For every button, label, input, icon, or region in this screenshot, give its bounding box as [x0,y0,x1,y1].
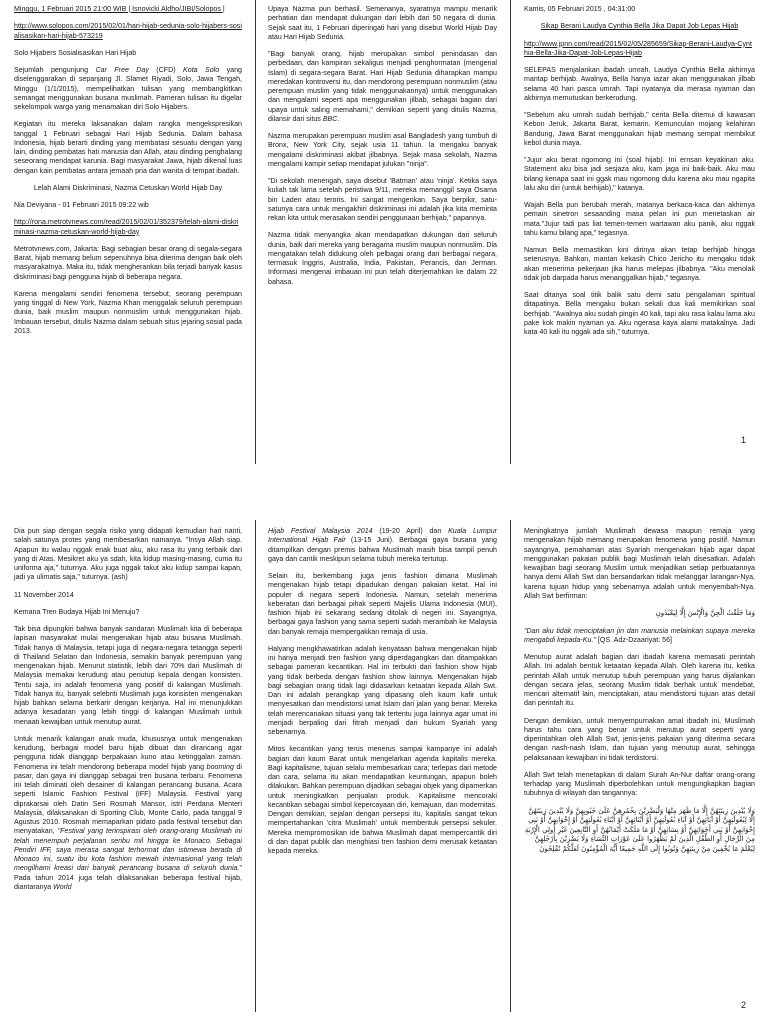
text-italic: Hijab Festival Malaysia 2014 [268,527,373,535]
paragraph: Halyang mengkhawatirkan adalah kenyataan bahwa mengenakan hijab ini hanya menjadi tren fashion yang diperdagangkan dan ditampakkan sebagai pameran kecantikan. Hal ini terbukti dari fashion show hijab yang tidak berbeda dengan fashion show lainnya. Mengenakan hijab bagi sebagian orang tidak lagi didasarkan ketaatan kepada Allah Swt. Dan ini adalah perangkap yang dipasang oleh kaum kafir untuk menyesatkan dan mendistorsi umat Islam dari jalan yang benar. Mereka telah merencanakan situasi yang tak tertentu juga lainnya agar umat ini menjadi berpaling dari fitrah menjadi dari hukum Syariah yang sebenarnya. [268,644,497,736]
quote [524,627,755,646]
text: di pasar, dan gaya ini dianggap sebagai tren busana terbaru. Fenomena ini telah diminati oleh desainer di kalangan perancang busana. Acara seperti Islamic Fashion Festival (IFF) Malaysia. Festival yang diprakarsai oleh Datin Seri Rosmah Mansor, istri Perdana Menteri Malaysia, dilaksanakan di Sporting Club, Monte Carlo, pada tanggal 9 Agustus 2010. Rosmah memaparkan pidato pada festival tersebut dan menyatakan, [14,762,243,836]
paragraph: Saat ditanya soal titik balik satu demi satu pengalaman spiritual ditapatinya. Bella mengaku bukan sekali dua kali memikirkan soal berhijab. "Awalnya aku sudah pingin 40 kali, tapi aku rasa kalau lama aku pake kok makin nyaman ya. Aku ngerasa kaya alami matakalnya. Jadi kata 40 kali itu nggak ada sih," tuturnya. [524,291,755,336]
article-meta: Kamis, 05 Februari 2015 , 04:31:00 [524,5,636,13]
article-url[interactable] [14,218,242,237]
article-title: Lelah Alami Diskriminasi, Nazma Cetuskan World Hijab Day [33,183,223,192]
article-meta [14,5,242,14]
author-link[interactable]: Minggu, 1 Februari 2015 21:00 WIB | Isnovicki Aldho/JIBI/Solopos | [14,5,225,13]
quote-reference: [QS. Adz-Dzaariyat: 56] [595,635,673,644]
article-title: Sikap Berani Laudya Cynthia Bella Jika Dapat Job Lepas Hijab [540,22,739,31]
text-italic: BBC [322,114,338,123]
paragraph [268,527,497,564]
paragraph: Metrotvnews.com, Jakarta: Bagi sebagian besar orang di segala-segara Barat, hijab memang belum sepenuhnya bisa diterima dengan baik oleh masyarakatnya. Maka itu, tidak mengherankan bila terjadi banyak kasus diskriminasi bagi pengguna hijab di beberapa negara. [14,244,242,281]
paragraph: Tak bisa dipungkiri bahwa banyak sandaran Muslimah kita di beberapa lapisan masyarakat mulai mengenakan hijab atau busana Muslimah. Tidak hanya di Malaysia, tetapi juga di negara-negara tetangga seperti di Thailand Selatan dan Indonesia, semakin banyak perempuan yang mengenakan hijab. Menurut statistik, lebih dari 70% dari Muslimah di Malaysia memakai kerudung atau penutup kepala dengan konsisten. Tentu saja, ini adalah fenomena yang positif di kalangan Muslimah. Tidak hanya itu, banyak selebriti Muslimah juga konsisten mengenakan hijab bahkan selama berkarir dengan kerjanya. Hal ini menunjukkan adanya kesadaran yang lebih tinggi di kalangan Muslimah untuk menaati kewajiban untuk menutup aurat. [14,625,242,726]
paragraph: Karena mengalami sendiri fenomena tersebut, seorang perempuan yang tinggal di New York, Nazma Khan menggalak seluruh perempuan dunia, baik muslim maupun nonmuslim untuk menggunakan hijab. Imbauan tersebut, ditulis Nazma dalam sebuah situs jejaring sosial pada 2013. [14,289,242,335]
paragraph: Nazma merupakan perempuan muslim asal Bangladesh yang tumbuh di Bronx, New York City, sejak usia 11 tahun. Ia mengaku banyak mengalami diskriminasi akibat jilbabnya. Sejak masa sekolah, Nazma mengalami kampir setiap mendapat julukan "ninja". [268,132,497,168]
column-divider [255,0,256,464]
article-url[interactable] [524,40,755,59]
text: Untuk menarik kalangan anak muda, khususnya untuk mengenakan kerudung, berbagai model baru hijab dibuat dan dirancang agar pengguna tidak dianggap berpakaian kuno atau ketinggalan zaman. Fenomena ini telah mendorong beberapa model hijab yang [14,734,242,771]
page-number: 2 [740,1000,746,1010]
paragraph: Selain itu, berkembang juga jenis fashion dimana Muslimah mengenakan hijab tetapi dipadukan dengan pakaian ketat. Hal ini populer di negara seperti Indonesia. Namun, setelah menerima keberatan dari berbagai pihak seperti Majelis Ulama Indonesia (MUI), fashion hijab ini sekarang sedang ditolak di negeri ini. Sayangnya, berbagai gaya fashion yang sama seperti sudah merambah ke Malaysia dan banyak remaja mempergakkan remaja di usia. [268,572,497,636]
text: . [337,114,340,123]
url-link[interactable]: http://rona.metrotvnews.com/read/2015/02/01/352379/telah-alami-diskriminasi-nazma-cetuskan-world-hijab-day [14,218,239,236]
column-divider [510,0,511,464]
paragraph: Dia pun siap dengan segala risiko yang didapati kemudian hari nanti, salah satunya protes yang membesarkan namanya. "Insya Allah siap. Apapun itu walau nggak enak buat aku, aku rasa itu yang terbaik dari yang di Atas. Mesikret aku ya sdah, kita kidup masing-masing, cuma itu uniforma aja," tuturnya. Aku juga nggak takut aku kidup sampai kapan, jadi ya ulimatis saja," tuturnya. (ash) [14,527,242,582]
paragraph: "Jujur aku berat ngomong ini (soal hijab). Ini ernsan keyakinan aku. Statement aku bisa jadi sesjaza aku, kam jaga ini baik-baik. Aku mau bilang kenapa saat ini ggak mau ngomong dulu karena aku mau ngapita lalu aku diri (untuk berhijab)," katanya. [524,156,755,192]
page2-column-3 [518,522,761,1018]
paragraph: Dengan demikian, untuk menyempurnakan amal ibadah ini, Muslimah harus tahu cara yang benar untuk menutup aurat seperti yang diperintahkan oleh Allah Swt, jenis-jenis pakaian yang diterima secara dengan nash-nash Islam, dan tujuan yang menutup aurat, sehingga pelaksanaan kewajiban ini tidak terdistorsi. [524,716,755,762]
article-title: Solo Hijabers Sosialisasikan Hari Hijab [14,48,137,57]
page1-column-2 [262,0,503,478]
text: (19-20 April) dan [372,527,449,535]
page2-column-2 [262,522,503,1018]
url-link[interactable]: http://www.solopos.com/2015/02/01/hari-hijab-sedunia-solo-hijabers-sosialisasikan-hari-hijab-573219 [14,22,242,40]
page-number: 1 [740,435,746,445]
article-title: Kemana Tren Budaya Hijab Ini Menuju? [14,607,140,616]
paragraph: Menutup aurat adalah bagian dari ibadah karena memasati perintah Allah. Ini adalah bentuk ketaatan kepada Allah. Oleh karena itu, ketika perintah Allah untuk menutup tubuh perempuan yang harus dijalankan dengan secara jelas, seorang Muslim tidak berhak untuk mendebat, mencari alternatif lain, menciptakan, atau mendistorsi tujuan atas detail dari perintah itu. [524,653,755,708]
paragraph [14,66,242,112]
arabic-verse: وَلَا يُبْدِينَ زِينَتَهُنَّ إِلَّا مَا ظَهَرَ مِنْهَا وَلْيَضْرِبْنَ بِخُمُرِهِنَّ عَلَىٰ جُيُوبِهِنَّ وَلَا يُبْدِينَ زِينَتَهُنَّ إِلَّا لِبُعُولَتِهِنَّ أَوْ آبَائِهِنَّ أَوْ آبَاءِ بُعُولَتِهِنَّ أَوْ أَبْنَائِهِنَّ أَوْ أَبْنَاءِ بُعُولَتِهِنَّ أَوْ إِخْوَانِهِنَّ أَوْ بَنِي إِخْوَانِهِنَّ أَوْ بَنِي أَخَوَاتِهِنَّ أَوْ نِسَائِهِنَّ أَوْ مَا مَلَكَتْ أَيْمَانُهُنَّ أَوِ التَّابِعِينَ غَيْرِ أُولِي الْإِرْبَةِ مِنَ الرِّجَالِ أَوِ الطِّفْلِ الَّذِينَ لَمْ يَظْهَرُوا عَلَىٰ عَوْرَاتِ النِّسَاءِ وَلَا يَضْرِبْنَ بِأَرْجُلِهِنَّ لِيُعْلَمَ مَا يُخْفِينَ مِنْ زِينَتِهِنَّ وَتُوبُوا إِلَى اللَّهِ جَمِيعًا أَيُّهَ الْمُؤْمِنُونَ لَعَلَّكُمْ تُفْلِحُونَ [524,806,755,853]
text-italic: booming [206,762,234,771]
column-divider [510,520,511,1012]
text: " Pada tahun 2014 juga telah dilaksanakan beberapa festival hijab, diantaranya [14,864,242,891]
paragraph: Wajah Bella pun berubah merah, matanya berkaca-kaca dan akhirnya pemain sinetron sesaanding masa pelan ini pun menetaskan air mata."Jujur tadi pas liat temen-temen wartawan aku panik, aku nggak tahu kamu bilang apa," tegasnya. [524,201,755,237]
paragraph: Kegiatan itu mereka laksanakan dalam rangka mengekspresikan tanggal 1 Februari sebagai Hari Hijab Sedunia. Dalam bahasa Indonesia, hijab berarti dinding yang membatasi sesuatu dengan yang lain, dinding pembatas hati manusia dan Allah, atau dinding penghalang seseorang mendapat karunia. Bagi masyarakat Jawa, hijab dikenal luas dengan kain pembatas antara jemaah pria dan wanita di tempat ibadah. [14,120,242,175]
text: yang diselenggarakan di sepanjang Jl. Slamet Riyadi, Solo, Jawa Tengah, Minggu (1/1/2015), mempelihatkan tulisan yang membangkitkan semangat menggunakan busana muslimah. Pameran tulisan itu digelar sekelompok warga yang menamakan diri Solo Hijabers. [14,66,243,111]
text-italic: "Festival yang terinspirasi oleh orang-orang Muslimah ini telah menempuh perjalanan seribu mil hingga ke Monaco. Sebagai Pendiri IFF, saya merasa sangat terhormat dan istimewa berada di Monaco ini, suatu ibu kota fashion mewah internasional yang telah mengilhami kreasi dari banyak perancang busana di seluruh dunia. [14,827,242,873]
arabic-verse: وَمَا خَلَقْتُ الْجِنَّ وَالْإِنْسَ إِلَّا لِيَعْبُدُونِ [655,609,755,617]
page2-column-1 [8,522,248,1018]
quote-text: "Dan aku tidak menciptakan jin dan manusia melainkan supaya mereka mengabdi kepada-Ku." [524,626,755,644]
text: (CFD) [148,66,184,74]
document-page-2 [0,512,768,1024]
text-italic: Kota Solo [183,66,220,74]
page1-column-1 [8,0,248,478]
paragraph: "Sebelum aku umrah sudah berhijab," cerita Bella ditemui di kawasan Kebon Jeruk, Jakarta Barat, kemarin. Kemunculan mojang kelahiran Bandung, Jawa Barat menggunakan hijab memang sempat membikut kebol dunia maya. [524,111,755,147]
paragraph: Namun Bella memastikan kini dirinya akan tetap berhijab hingga seterusnya. Bahkan, mantan kekasih Chico Jericho itu mengaku tidak akan menerima pekerjaan jika harus melepas jilbabnya. "Aku menolak tidak job darpada harus menanggalkan hijab," tegasnya. [524,246,755,282]
article-date: 11 November 2014 [14,590,74,599]
paragraph: Nazma tidak menyangka akan mendapatkan dukungan dari seluruh dunia, baik dari mereka yang beragama muslim maupun nonmuslim. Dia mengatakan telah didukung oleh pelbagai orang dari berbagai negara, termasuk Inggris, Australia, India, Pakistan, Perancis, dan Jerman. Informasi mengenai imbauan ini pun telah diterjemahkan ke dalam 22 bahasa. [268,231,497,286]
paragraph: Mitos kecantikan yang terus menerus sampai kampanye ini adalah bagian dari kaum Barat untuk mengelarkan agenda kapitalis mereka. Bagi kapitalisme, tujuan selalu membesarkan cara; terlepas dari metode dan cara, selama itu akan mendapatkan keuntungan, apapun boleh dilakukan. Bahkan perempuan dijadikan sebagai objek yang dipamerkan untuk meningkatkan penjualan produk. Kapitalisme mencoraki kecantikan sebagai simbol kepercayaan diri, kemajuan, dan modernitas. Dengan demikian, sejalan dengan persepsi itu, kapitalis sangat tekun mempertahankan 'citra Muslimah' untuk membentuk persepsi sekuler. Mereka mempromosikan ide bahwa Muslimah dapat mempercantik diri di dan dapat publik dan menghiasi tren fashion demi merusak ketaatan kepada mereka. [268,745,497,855]
text: "Bagi banyak orang, hijab merupakan simbol penindasan dan perbedaan, dan kampiran sekaligus menjadi penghormatan (mengenal Islam) di segara-segara Barat. Hari Hijab Sedunia diharapkan mampu meredakan kontroversi itu, dan mendorong perempuan nonmuslim (atau perempuan muslim yang tidak menggunakannya) untuk menggunakan dan mengalami seperti apa menggunakan jilbab, sebagai bagian dari upaya untuk saling memahami," demikian seperti yang ditulis Nazma, dilansir dari situs [268,50,497,123]
paragraph: Upaya Nazma pun berhasil. Semenanya, syaratnya mampu menarik perhatian dan mendapat dukungan dari lebih dari 50 negara di dunia. Sejak saat itu, 1 Februari diperingati hari yang disebut World Hijab Day atau Hari Hijab Sedunia. [268,5,497,41]
paragraph [268,50,497,124]
article-url[interactable] [14,22,242,41]
article-meta: Nia Deviyana - 01 Februari 2015 09:22 wib [14,201,149,209]
text-italic: Car Free Day [95,66,149,74]
paragraph: "Di sekolah menengah, saya disebut 'Batman' atau 'ninja'. Ketika saya kuliah tak lama setelah peristiwa 9/11, mereka memanggil saya Osama bin Laden atau teroris. Ini sangat mengerikan. Saya berpikir, satu-satunya cara untuk mengakhiri diskriminasi ini adalah jika kita meminta rekan kita untuk merasakan sendiri penggunaan berhijab," papannya. [268,177,497,222]
column-divider [255,520,256,1012]
page1-column-3 [518,0,761,478]
text-italic: World [53,882,72,891]
paragraph: Meningkatnya jumlah Muslimah dewasa maupun remaja yang mengenakan hijab memang merupakan fenomena yang positif. Namun sayangnya, pemahaman atas Syariah mengenakan hijab agar dapat menggunakan pakaian publik bagi Muslimah telah disesatkan. Adalah kewajiban bagi seorang Muslim untuk menjadikan setiap perbuatannya hanya demi Allah Swt dan bersandarkan tidak melanggar larangan-Nya, karena tujuan hidup yang sebenarnya adalah untuk menyembah-Nya. Allah Swt berfirman: [524,527,755,600]
text: (13-15 Juni). Berbagai gaya busana yang ditampilkan dengan premis bahwa Muslimah masih bisa tampil penuh gaya dan cantik meskipun selama tubuh mereka tertutup. [268,536,497,563]
text-italic: Kuala Lumpur International Hijab Fair [268,527,497,545]
text: Sejumlah pengunjung [14,66,96,74]
paragraph: SELEPAS menjalankan ibadah umrah, Laudya Cynthia Bella akhirnya mantap berhijab. Awalnya, Bella hanya iazar akan menggunakan jilbab selama 40 hari pasca umrah. Tapi nyatanya dia merasa nyaman dan akhirnya memutuskan berkerudung. [524,66,755,102]
paragraph [14,735,242,892]
url-link[interactable]: http://www.jpnn.com/read/2015/02/05/285659/Sikap-Berani-Laudya-Cynthia-Bella-Jika-Dapat-Job-Lepas-Hijab [524,39,752,57]
paragraph: Allah Swt telah menetapkan di dalam Surah An-Nur daftar orang-orang terhadap yang Muslimah diperbolehkan untuk mengungkapkan bagian tubuhnya di wilayah dan tangannya: [524,770,755,798]
